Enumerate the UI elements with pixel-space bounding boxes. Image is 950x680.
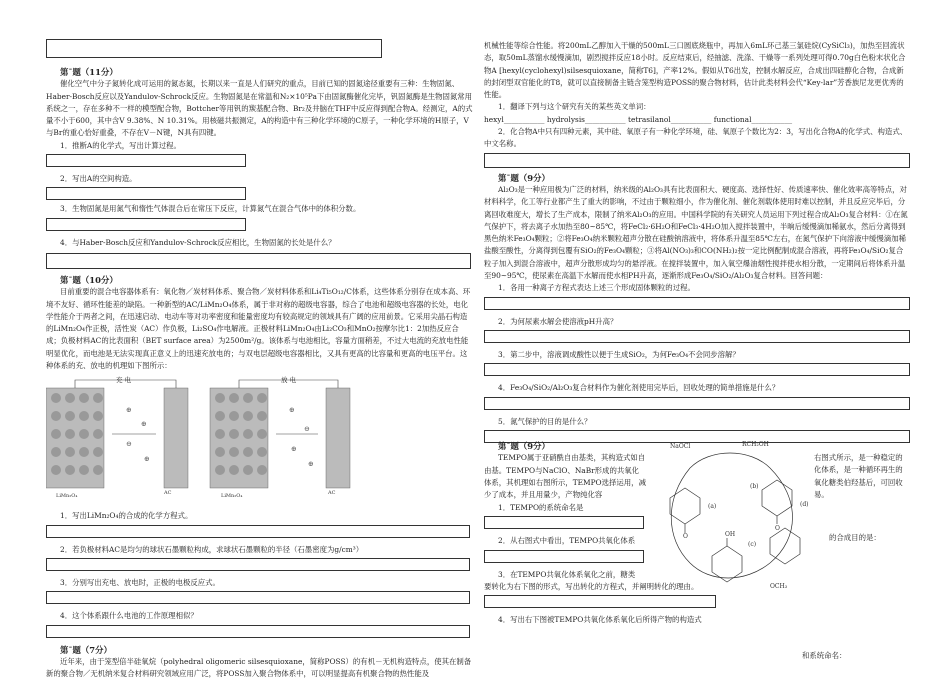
label-b: (b): [750, 483, 759, 490]
q3-item-2: 2．化合物A中只有四种元素，其中硅、氧原子有一种化学环境，硅、氧原子个数比为2：3，写出化合物A的化学式、构造式、中文名称。: [484, 127, 908, 149]
q3-continued: 机械性能等综合性能。将200mL乙醇加入干燥的500mL三口圆底烧瓶中，再加入6mL环己基三氯硅烷(CySiCl₃)，加热至回流状态，取50mL蒸馏水缓慢滴加，剧烈搅拌反应18小时。反应结束后，经抽滤、洗涤、干燥等一系列处理可得0.70g白色粉末状化合物A [hexyl(cyclohexyl)silsesquioxane，简称T6]，产率12%。假如从T6出发，控制水解反应，合成出四硅醇化合物，合成新的封闭型双官能化的T8，就可以直接制备主链含笼型构造POSS的聚合物材料，估计此类材料会代“Key-lar”芳香族尼龙更优秀的性能。: [484, 41, 906, 100]
answer-box[interactable]: [46, 253, 471, 269]
naocl-label: NaOCl: [670, 443, 691, 450]
q5-item-2b: 的合成目的是：: [829, 533, 881, 542]
answer-box[interactable]: [46, 591, 470, 604]
ac-electrode-right: [326, 388, 350, 488]
q5-item-1: 1．TEMPO的系统命名是: [498, 503, 584, 512]
q5-item-4b: 和系统命名：: [802, 651, 847, 660]
q3-paragraph: 近年来，由于笼型倍半硅氧烷（polyhedral oligomeric silsesquioxane，简称POSS）的有机－无机构造特点，使其在制备新的聚合物／无机纳米复合材料研究领域应用广泛，将POSS加入聚合物体系中，可以明显提高有机聚合物的热性能及: [46, 656, 472, 679]
och3-label: OCH₃: [770, 583, 788, 590]
answer-box[interactable]: [484, 297, 910, 310]
ac-electrode-left: [164, 388, 188, 488]
q2-item-2: 2．若负极材料AC是均匀的球状石墨颗粒构成，求球状石墨颗粒的半径（石墨密度为g/cm³）: [60, 544, 364, 554]
answer-box[interactable]: [484, 397, 910, 410]
q5-item-2: 2．从右图式中看出，TEMPO共氧化体系: [498, 536, 636, 546]
answer-box[interactable]: [46, 154, 246, 167]
svg-text:⊖: ⊖: [304, 425, 310, 434]
label-d: (d): [800, 501, 809, 508]
q2-paragraph: 目前重要的混合电容器体系有：氧化物／炭材料体系、聚合物／炭材料体系和Li₄Ti₅O₁₂/C体系，这些体系分别存在成本高、环境不友好、循环性能差的缺陷。一种新型的AC/LiMn₂O₄体系，属于非对称的超级电容器，综合了电池和超级电容器的长处，电化学性能介于两者之间，在迅速启动、电动车等对功率密度和能量密度均有较高规定的领域具有广阔的应用前景。它采用尖晶石构造的LiMn₂O₄作正极，活性炭（AC）作负极，Li₂SO₄作电解液。正极材料LiMn₂O₄由Li₂CO₃和MnO₂按摩尔比1：2加热反应合成；负极材料AC的比表面积（BET surface area）为2500m²/g。该体系与电池相比，容量方面稍差，不过大电流的充放电性能明显优化，而电池是无法实现真正意义上的迅速充放电的；与双电层超级电容器相比，又具有更高的比容量和更高的电压平台。这种体系的充、放电的机理如下图所示：: [46, 287, 471, 371]
answer-box[interactable]: [46, 218, 246, 231]
svg-text:⊕: ⊕: [144, 455, 150, 464]
q5-item-3b: 要转化为右下图的形式，写出转化的方程式，并阐明转化的理由。: [484, 581, 699, 591]
q3-vocab: hexyl___________ hydrolysis___________ tetrasilanol___________ functional___________: [484, 114, 793, 124]
q1-paragraph: 催化空气中分子氮转化成可运用的氮态氮，长期以来一直是人们研究的重点，目前已知的固氮途径重要有三种：生物固氮、Haber-Bosch反应以及Yandulov-Schrock反应。生物固氮是在常温和N₂×10⁵Pa下由固氮酶催化完毕，钒固氮酶是生物固氮常用系统之一，存在多种不一样的模型配合物，Bottcher等用钒的羰基配合物、Br₂及井脑在THF中反应得到配合物A。经测定，A的式量不小于600，其中含V 9.38%、N 10.31%。用核磁共振测定，A的构造中有三种化学环境的C原子，一种化学环境的H原子，V与Br的重心恰好重叠，不存在V－N键，N具有四键。: [46, 79, 473, 138]
answer-box[interactable]: [46, 558, 470, 571]
svg-text:AC: AC: [328, 490, 336, 497]
q4-item-3: 3．第二步中，溶液调成酸性以便于生成SiO₂，为何Fe₃O₄不会同步溶解？: [498, 349, 740, 359]
svg-text:⊖: ⊖: [126, 440, 132, 449]
q4-item-5: 5．氮气保护的目的是什么？: [498, 416, 592, 426]
q2-title: 第¯题（10分）: [60, 275, 118, 285]
rch2oh-label: RCH₂OH: [742, 441, 769, 448]
q1-item-4: 4．与Haber-Bosch反应和Yandulov-Schrock反应相比，生物固氮的长处是什么？: [60, 237, 336, 247]
q4-title: 第¯题（9分）: [498, 172, 550, 183]
q2-item-1: 1．写出LiMn₂O₄的合成的化学方程式。: [60, 511, 193, 521]
svg-text:O: O: [775, 525, 780, 532]
svg-text:LiMn₂O₄: LiMn₂O₄: [56, 493, 78, 500]
q5-paragraph-left: TEMPO属于亚硝酰自由基类，其构造式如自由基。TEMPO与NaClO、NaBr形成的共氧化体系，其机理如右图所示，TEMPO选择运用，减少了成本，并且用量少，产物纯化容: [484, 453, 646, 500]
q1-title: 第¯题（11分）: [60, 67, 118, 77]
svg-text:⊕: ⊕: [291, 445, 297, 454]
answer-box[interactable]: [484, 595, 716, 608]
q5-paragraph-right: 右图式所示，是一种稳定的化体系，是一种循环再生的氧化糖类伯羟基后，可回收易。: [814, 453, 903, 499]
q4-item-4: 4．Fe₃O₄/SiO₂/Al₂O₃复合材料作为催化剂使用完毕后，回收处理的简单措施是什么？: [498, 383, 780, 393]
fig-label-charge: 充 电: [116, 376, 132, 385]
q5-item-3: 3．在TEMPO共氧化体系氧化之前，糖类: [498, 569, 636, 579]
answer-box[interactable]: [46, 625, 470, 638]
q1-item-3: 3．生物固氮是用氮气和惰性气体混合后在常压下反应，计算氮气在混合气体中的体积分数。: [60, 204, 361, 214]
fig-label-discharge: 放 电: [281, 376, 297, 385]
answer-box[interactable]: [484, 550, 644, 563]
svg-text:O: O: [683, 533, 688, 540]
label-c: (c): [748, 541, 757, 548]
answer-box[interactable]: [484, 153, 910, 168]
q1-item-2: 2．写出A的空间构造。: [60, 174, 137, 184]
answer-box[interactable]: [484, 330, 910, 343]
label-a: (a): [708, 503, 717, 510]
answer-box[interactable]: [484, 516, 644, 529]
charge-discharge-diagram: [46, 376, 473, 508]
mechanism-svg: [46, 376, 473, 508]
q2-item-4: 4．这个体系跟什么电池的工作原理相似？: [60, 611, 198, 621]
svg-text:⊕: ⊕: [141, 420, 147, 429]
q4-paragraph: Al₂O₃是一种应用极为广泛的材料，纳米级的Al₂O₃具有比表面积大、硬度高、选择性好、传质速率快、催化效率高等特点，对材料科学，化工等行业都产生了重大的影响，不过由于颗粒细小，作为催化剂、催化剂载体使用时难以控制，并且反应完毕后，分离回收难度大，增长了生产成本，限制了纳米Al₂O₃的应用。中国科学院的有关研究人员运用下列过程合成Al₂O₃复合材料：①在氮气保护下，将去离子水加热至80~85℃，将FeCl₂·6H₂O和FeCl₃·4H₂O加入搅拌装置中，半晌后缓慢滴加稀氨水，然后分离得到黑色纳米Fe₃O₄颗粒；②将Fe₃O₄纳米颗粒超声分散在硅酸钠溶液中，将体系升温至85℃左右，在氮气保护下向溶液中缓慢滴加稀盐酸至酸性，分离得到包覆有SiO₂的Fe₃O₄颗粒；③将Al(NO₃)₃和CO(NH₂)₂按一定比例配制成混合溶液，再将Fe₃O₄/SiO₂复合粒子加入到混合溶液中，超声分散形成均匀的悬浮液。在搅拌装置中，加入氧空爆油烟性搅拌使水相分散，一定期间后将体系升温至90~95℃，使尿素在高温下水解而使水相PH升高，逐渐形成Fe₃O₄/SiO₂/Al₂O₃复合材料。回答问题：: [484, 184, 908, 281]
answer-box[interactable]: [46, 525, 470, 538]
q1-item-1: 1．推断A的化学式，写出计算过程。: [60, 140, 181, 150]
header-box: [46, 39, 382, 58]
q3-title: 第¯题（7分）: [60, 644, 112, 655]
svg-text:AC: AC: [164, 490, 172, 497]
answer-box[interactable]: [46, 187, 246, 200]
svg-text:OH: OH: [725, 531, 736, 538]
svg-text:⊕: ⊕: [289, 406, 295, 415]
svg-text:⊕: ⊕: [308, 460, 314, 469]
q2-item-3: 3．分别写出充电、放电时，正极的电极反应式。: [60, 577, 220, 587]
q3-item-1: 1．翻译下列与这个研究有关的某些英文单词：: [498, 102, 651, 112]
q5-item-4: 4．写出右下图被TEMPO共氧化体系氧化后所得产物的构造式: [498, 615, 702, 625]
svg-text:LiMn₂O₄: LiMn₂O₄: [221, 493, 243, 500]
q4-item-2: 2．为何尿素水解会使溶液pH升高？: [498, 316, 618, 326]
q4-item-1: 1．各用一种离子方程式表达上述三个形成固体颗粒的过程。: [498, 283, 695, 293]
svg-text:⊕: ⊕: [126, 406, 132, 415]
answer-box[interactable]: [484, 363, 910, 376]
q5-title: 第¯题（9分）: [498, 441, 550, 451]
